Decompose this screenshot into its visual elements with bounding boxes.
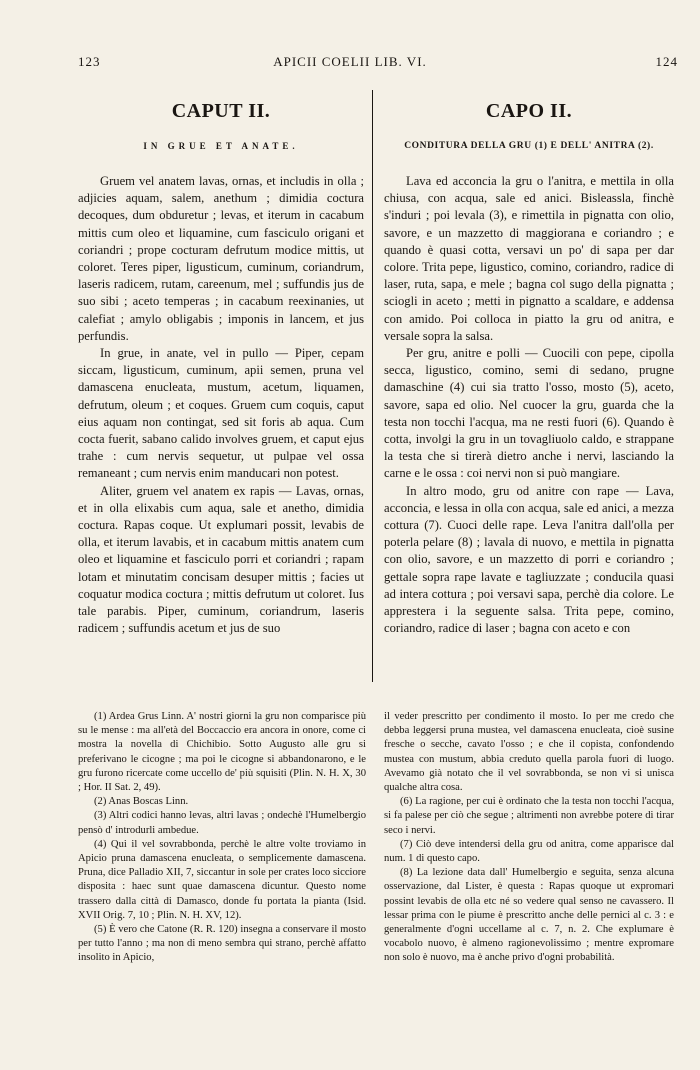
latin-column <box>78 96 364 637</box>
footnote-continuation: il veder prescritto per condimento il mosto. Io per me credo che debba leggersi pruna mustea, vel damascena enucleata, cioè susine fresche o secche, cavato l'osso ; e che il copista, confondendo mustea con mustum, abbia creduto quella parola fuori di luogo. Avevamo già notato che il vel sovrabbonda, se non vi si unisca qualche altra cosa. <box>384 711 674 794</box>
chapter-heading-latin: CAPUT II. <box>171 100 271 122</box>
footnotes-right <box>384 710 674 966</box>
column-divider <box>372 90 373 682</box>
footnote: (5) È vero che Catone (R. R. 120) insegna a conservare il mosto per tutto l'anno ; ma non di meno sembra qui strano, perchè affatto insolito in Apicio, <box>78 924 366 964</box>
running-title: APICII COELII LIB. VI. <box>273 54 427 69</box>
italian-paragraph: Lava ed acconcia la gru o l'anitra, e mettila in olla chiusa, con acqua, sale ed anici. Bisleassla, finchè s'induri ; poi levala (3), e rimettila in pignatta con olio, savore, e un mazzetto di maggiorana e coriandro ; e quando è quasi cotta, versavi un po' di sapa per dar colore. Trita pepe, ligustico, comino, coriandro, radice di laser, ruta, sapa, e mele ; bagna col sugo della pignatta ; sciogli in aceto ; metti in pignatto a scaldare, e addensa con amido. Poi colloca in piatto la gru od anitra, e versale sopra la salsa. <box>384 174 674 343</box>
chapter-subheading-latin: IN GRUE ET ANATE. <box>143 141 299 151</box>
chapter-heading-italian: CAPO II. <box>485 100 573 122</box>
latin-paragraph: In grue, in anate, vel in pullo — Piper, cepam siccam, ligusticum, cuminum, apii semen, pruna vel damascena enucleata, mustum, acetum, liquamen, defrutum, oleum ; et coques. Gruem cum coquis, caput eius aquam non contingat, sed sit foris ab aqua. Cum cocta fuerit, sabano calido involves gruem, et caput ejus trahe : cum nervis sequetur, ut pulpae vel ossa remaneant ; cum nervis enim manducari non potest. <box>78 346 364 481</box>
footnote: (7) Ciò deve intendersi della gru od anitra, come apparisce dal num. 1 di questo capo. <box>384 838 674 865</box>
footnote: (3) Altri codici hanno levas, altri lavas ; ondechè l'Humelbergio pensò d' introdurli ambedue. <box>78 810 366 836</box>
footnote: (6) La ragione, per cui è ordinato che la testa non tocchi l'acqua, si fa palese per ciò che segue ; altrimenti non avrebbe potere di tirar seco i nervi. <box>384 796 674 836</box>
footnotes-left <box>78 710 366 966</box>
page-number-right: 124 <box>655 54 678 69</box>
footnote: (4) Qui il vel sovrabbonda, perchè le altre volte troviamo in Apicio pruna damascena enucleata, o semplicemente damascena. Pruna, dice Palladio XII, 7, siccantur in sole per crates loco sicciore disposita : haec sunt quae damascena dicuntur. Questo nome trassero dalla città di Damasco, donde fu portata la pianta (Isid. XVII Orig. 7, 10 ; Plin. N. H. XV, 12). <box>78 838 366 921</box>
latin-paragraph: Aliter, gruem vel anatem ex rapis — Lavas, ornas, et in olla elixabis cum aqua, sale et anetho, dimidia coctura. Rapas coque. Ut explumari possit, levabis de olla, et iterum lavabis, et in cacabum mittis anatem cum oleo et liquamine et fasciculo porri et coriandri ; rapam lotam et minutatim concisam desuper mittis ; facies ut coquatur modica coctura ; mittis defrutum ut coloret. Ius tale parabis. Piper, cuminum, coriandrum, laseris radicem ; suffundis acetum et jus de suo <box>78 483 364 636</box>
chapter-subheading-italian: CONDITURA DELLA GRU (1) E DELL' ANITRA (2). <box>404 141 654 151</box>
italian-paragraph: Per gru, anitre e polli — Cuocili con pepe, cipolla secca, ligustico, comino, semi di sedano, prugne damaschine (4) cui sia tratto l'osso, mosto (5), aceto, savore, sapa ed olio. Nel cuocer la gru, guarda che la testa non tocchi l'acqua, ma ne resti fuori (6). Quando è cotta, involgi la gru in un tovagliuolo caldo, e strappane la testa che si tirerà dietro anche i nervi, lasciando la carne e le ossa : coi nervi non si può mangiare. <box>384 346 674 481</box>
footnote: (1) Ardea Grus Linn. A' nostri giorni la gru non comparisce più su le mense : ma all'età del Boccaccio era ancora in onore, come ci mostra la novella di Chichibio. Sotto Augusto alle gru si preferivano le cicogne ; ma poi le cicogne si abbandonarono, e le gru furono ricercate come uccello de' più squisiti (Plin. N. H. X, 30 ; Hor. II Sat. 2, 49). <box>78 711 366 794</box>
footnote: (8) La lezione data dall' Humelbergio e seguita, senza alcuna osservazione, dal Lister, è questa : Rapas quoque ut expromari possint levabis de olla etc né so vedere qual senso ne cavassero. Il lessar prima con le piume è prescritto anche delle pernici al c. 3 : e generalmente d'ogni uccellame al c. 7, n. 2. Che explumare è vocabolo nuovo, è almeno ragionevolissimo ; mentre expromare non solo è nuovo, ma è anche privo d'ogni probabilità. <box>384 867 674 964</box>
footnote: (2) Anas Boscas Linn. <box>94 796 189 808</box>
italian-column <box>384 96 674 637</box>
italian-paragraph: In altro modo, gru od anitre con rape — Lava, acconcia, e lessa in olla con acqua, sale ed anici, a mezza cottura (7). Cuoci delle rape. Leva l'anitra dall'olla per poterla pelare (8) ; lavala di nuovo, e mettila in pignatta con olio, savore, e un mazzetto di porri e coriandro ; gettale sopra rape lavate e tagliuzzate ; conducila quasi ad intera cottura ; poi versavi sapa, perchè dia colore. Le apprestera i la seguente salsa. Trita pepe, comino, coriandro, radice di laser ; bagna con aceto e con <box>384 483 674 636</box>
running-head <box>0 48 700 72</box>
page-number-left: 123 <box>78 54 101 69</box>
latin-paragraph: Gruem vel anatem lavas, ornas, et includis in olla ; adjicies aquam, salem, anethum ; dimidia coctura decoques, dum obduretur ; levas, et iterum in cacabum mittis cum oleo et liquamine, cum fasciculo origani et coriandri ; prope cocturam defrutum modice mittis, ut coloret. Teres piper, ligusticum, cuminum, coriandrum, laseris radicem, rutam, careenum, mel ; suffundis jus de suo sibi ; aceto temperas ; in cacabum reexinanies, ut calefiat ; amylo obligabis ; imponis in lancem, et jus perfundis. <box>78 174 364 343</box>
